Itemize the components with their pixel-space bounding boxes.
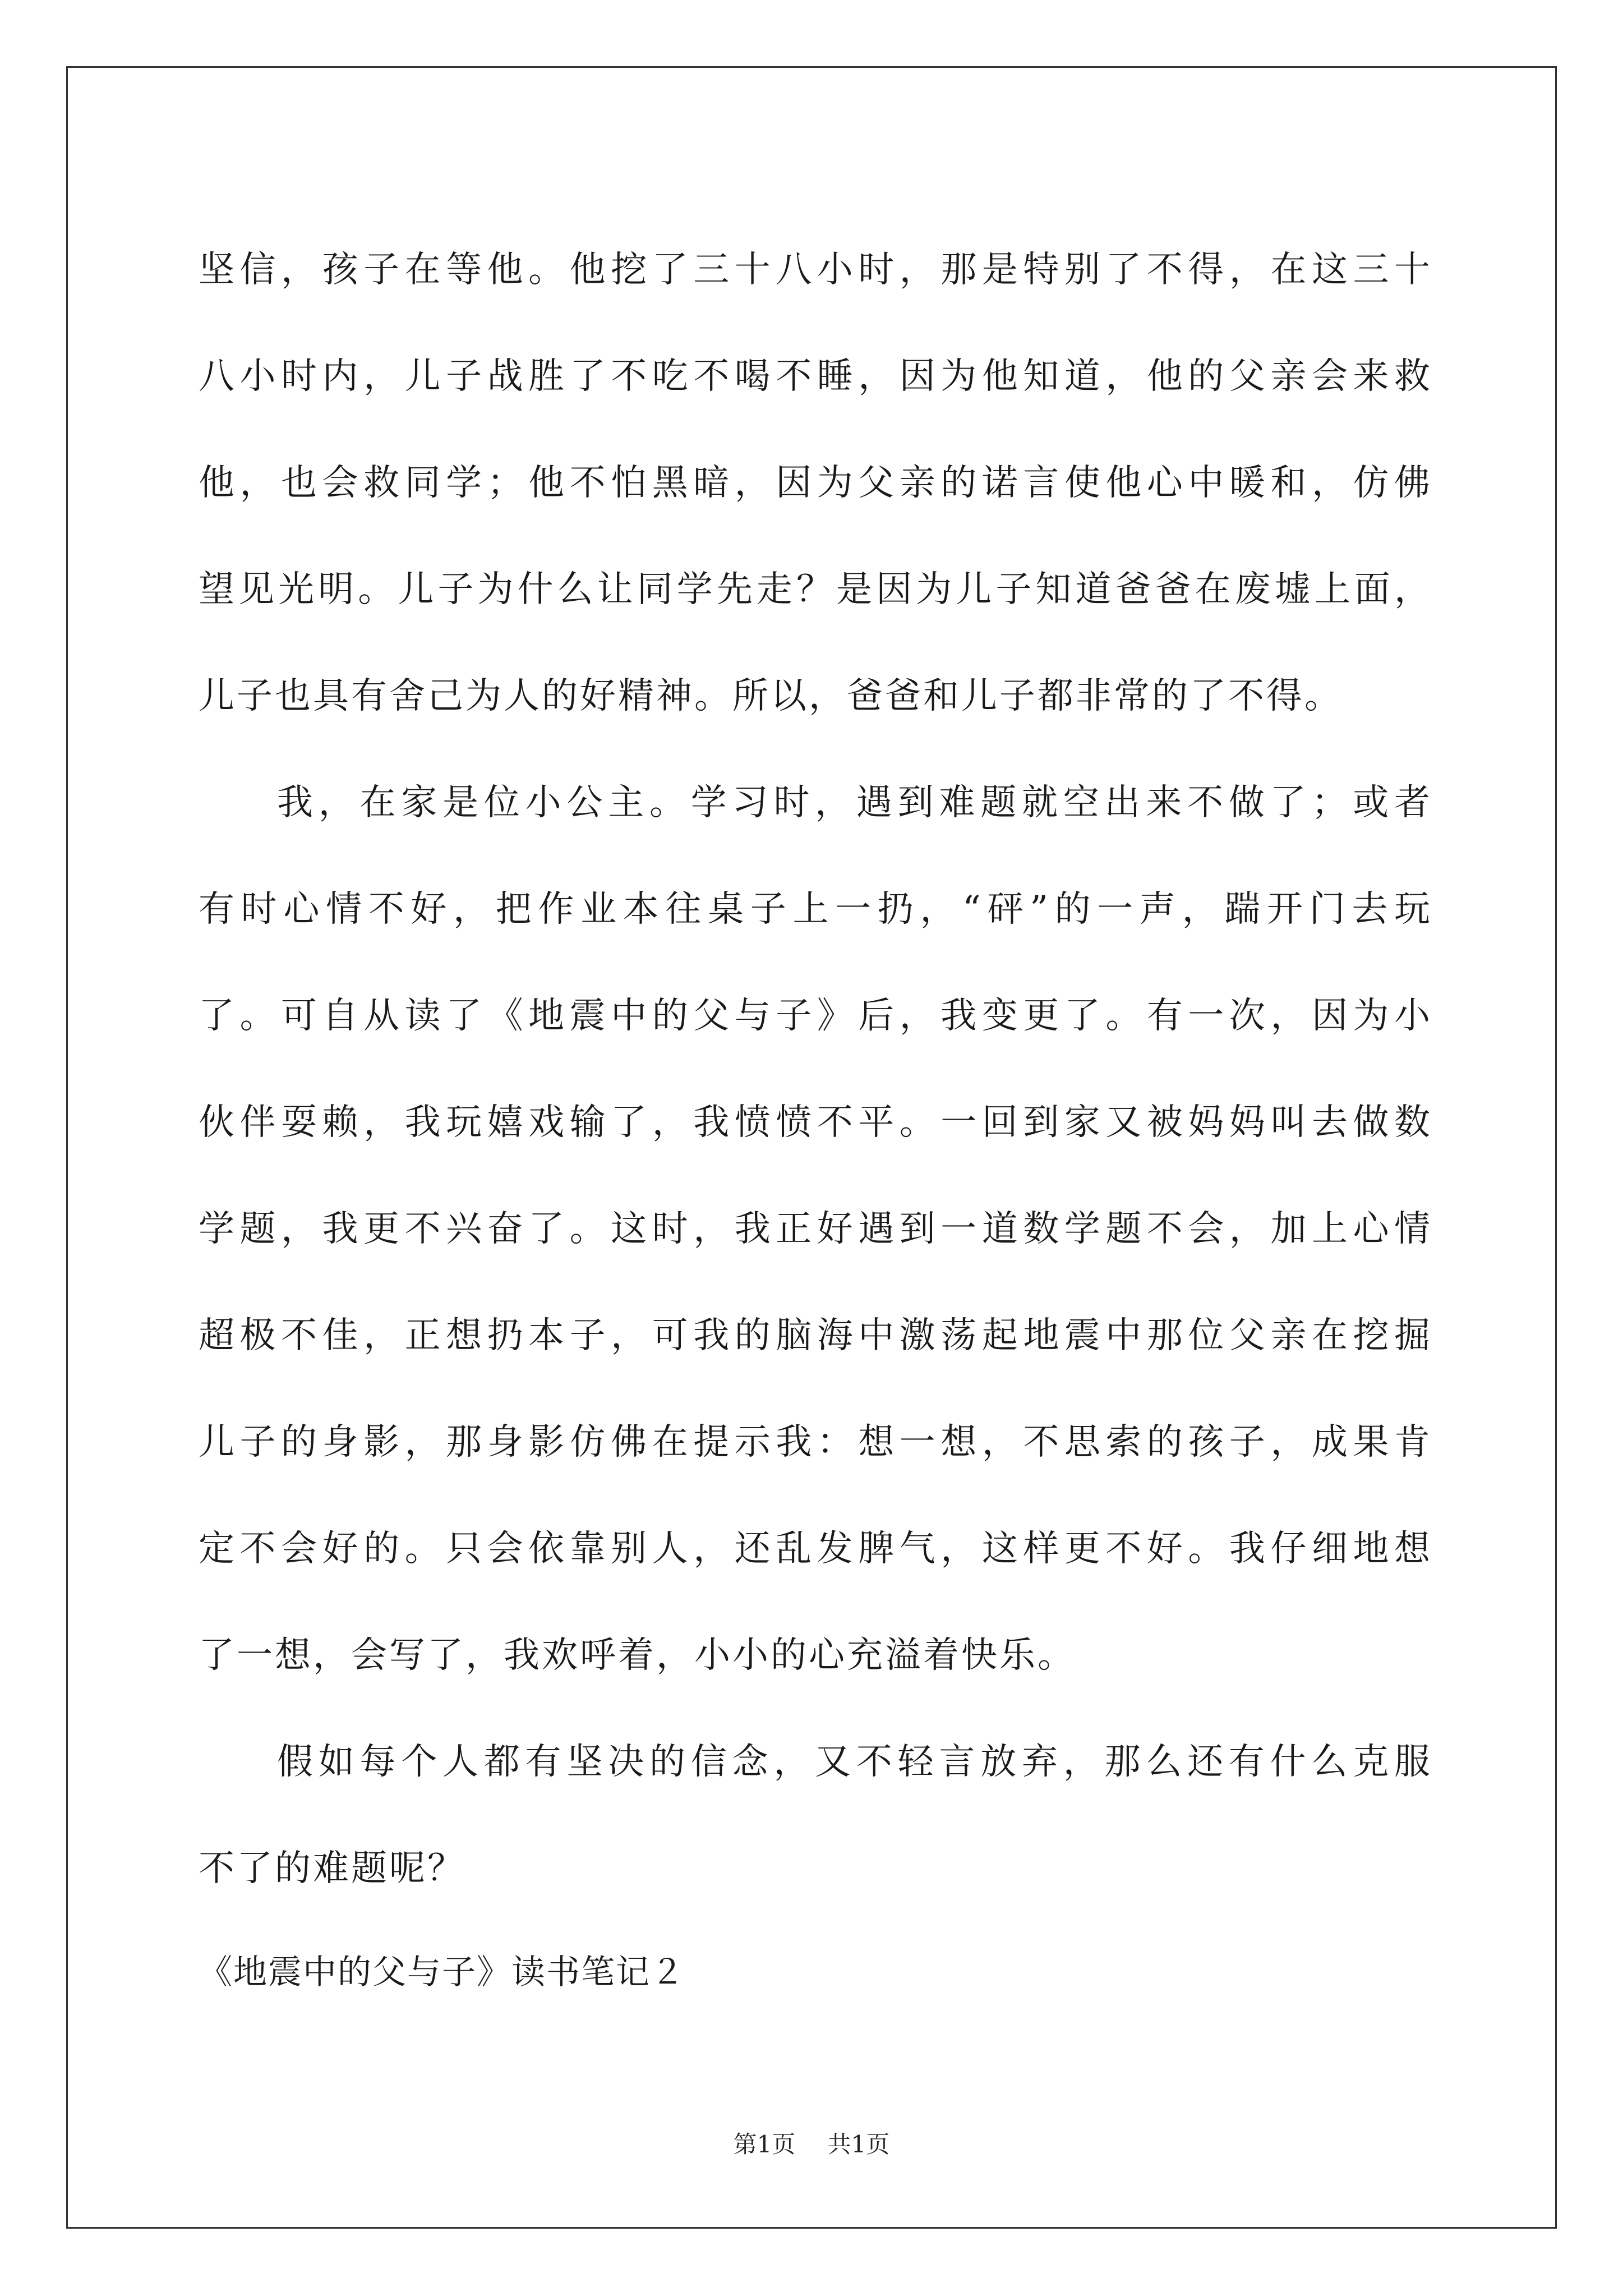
text-line: 儿子也具有舍己为人的好精神。所以，爸爸和儿子都非常的了不得。 [199,675,1343,717]
paragraph-2 [199,749,1432,1709]
text-line: 学题，我更不兴奋了。这时，我正好遇到一道数学题不会，加上心情 [199,1208,1432,1250]
text-line: 我，在家是位小公主。学习时，遇到难题就空出来不做了；或者 [277,782,1432,823]
page-number-current: 第1页 [733,2131,796,2158]
text-line: 坚信，孩子在等他。他挖了三十八小时，那是特别了不得，在这三十 [199,249,1432,291]
paragraph-1 [199,217,1432,749]
text-line: 了。可自从读了《地震中的父与子》后，我变更了。有一次，因为小 [199,995,1432,1037]
text-line: 伙伴耍赖，我玩嬉戏输了，我愤愤不平。一回到家又被妈妈叫去做数 [199,1102,1432,1143]
text-line: 不了的难题呢？ [199,1848,465,1889]
paragraph-3 [199,1709,1432,1922]
section-heading: 《地震中的父与子》读书笔记２ [199,1953,685,1992]
text-line: 定不会好的。只会依靠别人，还乱发脾气，这样更不好。我仔细地想 [199,1528,1432,1570]
page-footer [0,2126,1623,2160]
text-line: 了一想，会写了，我欢呼着，小小的心充溢着快乐。 [199,1635,1076,1676]
text-line: 儿子的身影，那身影仿佛在提示我：想一想，不思索的孩子，成果肯 [199,1421,1432,1463]
page-number-total: 共1页 [827,2131,890,2158]
text-line: 有时心情不好，把作业本往桌子上一扔，“砰”的一声，踹开门去玩 [199,889,1432,930]
text-line: 假如每个人都有坚决的信念，又不轻言放弃，那么还有什么克服 [277,1741,1432,1783]
text-line: 他，也会救同学；他不怕黑暗，因为父亲的诺言使他心中暖和，仿佛 [199,462,1432,504]
text-line: 望见光明。儿子为什么让同学先走？是因为儿子知道爸爸在废墟上面， [199,569,1432,610]
text-line: 超极不佳，正想扔本子，可我的脑海中激荡起地震中那位父亲在挖掘 [199,1315,1432,1356]
document-body [199,217,1432,2023]
text-line: 八小时内，儿子战胜了不吃不喝不睡，因为他知道，他的父亲会来救 [199,356,1432,397]
